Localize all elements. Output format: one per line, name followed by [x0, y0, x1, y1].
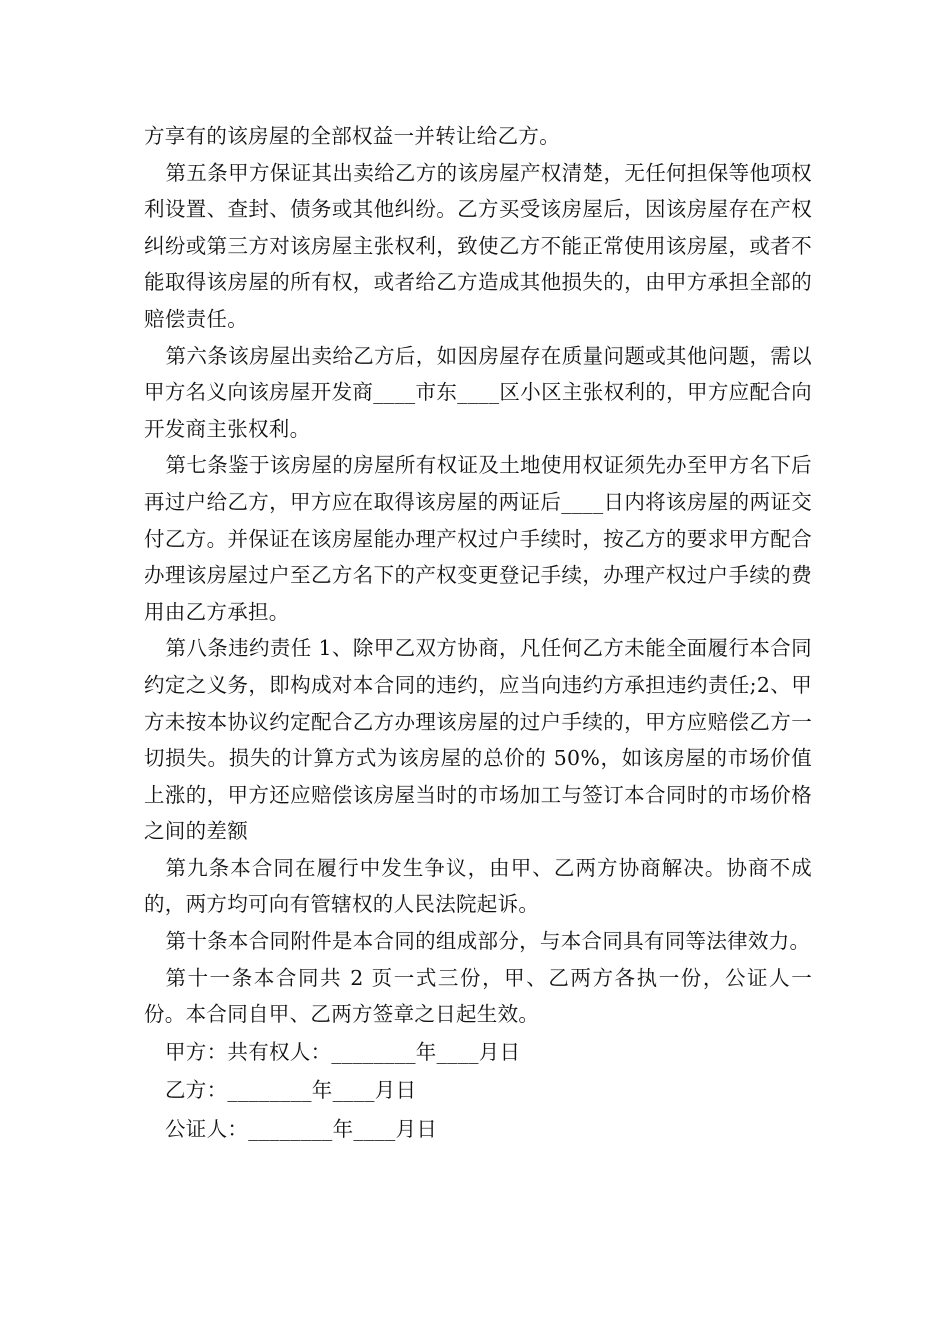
document-body [144, 118, 812, 1148]
signature-party-a: 甲方：共有权人：________年____月日 [165, 1039, 521, 1064]
signature-notary: 公证人：________年____月日 [165, 1116, 438, 1141]
paragraph-article-5: 第五条甲方保证其出卖给乙方的该房屋产权清楚，无任何担保等他项权利设置、查封、债务或其他纠纷。乙方买受该房屋后，因该房屋存在产权纠纷或第三方对该房屋主张权利，致使乙方不能正常使用该房屋，或者不能取得该房屋的所有权，或者给乙方造成其他损失的，由甲方承担全部的赔偿责任。 [144, 160, 812, 331]
paragraph-article-9: 第九条本合同在履行中发生争议，由甲、乙两方协商解决。协商不成的，两方均可向有管辖权的人民法院起诉。 [144, 855, 812, 917]
paragraph-article-6: 第六条该房屋出卖给乙方后，如因房屋存在质量问题或其他问题，需以甲方名义向该房屋开发商____市东____区小区主张权利的，甲方应配合向开发商主张权利。 [144, 343, 812, 441]
signature-party-b: 乙方：________年____月日 [165, 1078, 417, 1103]
paragraph-article-8: 第八条违约责任 1、除甲乙双方协商，凡任何乙方未能全面履行本合同约定之义务，即构成对本合同的违约，应当向违约方承担违约责任;2、甲方未按本协议约定配合乙方办理该房屋的过户手续的，甲方应赔偿乙方一切损失。损失的计算方式为该房屋的总价的 50%，如该房屋的市场价值上涨的，甲方还应赔偿该房屋当时的市场加工与签订本合同时的市场价格之间的差额 [144, 636, 812, 844]
paragraph-continuation: 方享有的该房屋的全部权益一并转让给乙方。 [144, 124, 560, 148]
paragraph-article-11: 第十一条本合同共 2 页一式三份，甲、乙两方各执一份，公证人一份。本合同自甲、乙两方签章之日起生效。 [144, 965, 812, 1027]
paragraph-article-10: 第十条本合同附件是本合同的组成部分，与本合同具有同等法律效力。 [165, 929, 811, 954]
paragraph-article-7: 第七条鉴于该房屋的房屋所有权证及土地使用权证须先办至甲方名下后再过户给乙方，甲方应在取得该房屋的两证后____日内将该房屋的两证交付乙方。并保证在该房屋能办理产权过户手续时，按乙方的要求甲方配合办理该房屋过户至乙方名下的产权变更登记手续，办理产权过户手续的费用由乙方承担。 [144, 453, 812, 624]
